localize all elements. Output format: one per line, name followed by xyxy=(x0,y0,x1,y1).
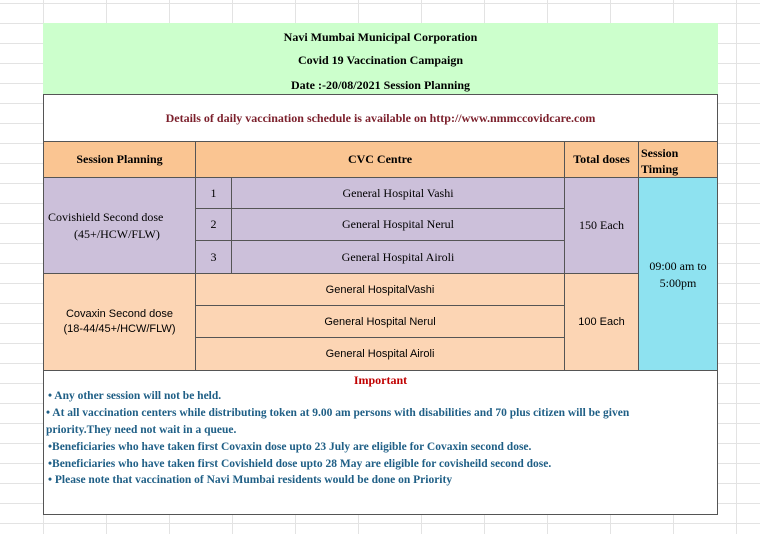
timing-end: 5:00pm xyxy=(659,276,697,290)
date-line: Date :-20/08/2021 Session Planning xyxy=(290,78,470,92)
column-header-session: Session Planning xyxy=(44,141,196,178)
covishield-row-centre: General Hospital Nerul xyxy=(232,209,565,241)
note-item: • Please note that vaccination of Navi Mumbai residents would be done on Priority xyxy=(48,474,453,486)
covishield-doses: 150 Each xyxy=(565,178,639,274)
covishield-row-no: 3 xyxy=(196,241,232,274)
timing-start: 09:00 am to xyxy=(649,259,707,273)
covishield-session xyxy=(44,178,196,274)
note-item: •Beneficiaries who have taken first Covaxin dose upto 23 July are eligible for Covaxin second dose. xyxy=(48,441,532,453)
covaxin-doses: 100 Each xyxy=(565,274,639,371)
covaxin-row-centre: General Hospital Nerul xyxy=(196,306,565,338)
covaxin-row-centre: General Hospital Airoli xyxy=(196,338,565,371)
covaxin-label: Covaxin Second dose xyxy=(65,308,173,320)
note-item: • Any other session will not be held. xyxy=(48,390,222,402)
covaxin-row-centre: General HospitalVashi xyxy=(196,274,565,306)
important-title: Important xyxy=(353,373,408,387)
org-title: Navi Mumbai Municipal Corporation xyxy=(283,30,478,44)
covishield-row-no: 2 xyxy=(196,209,232,241)
covishield-label: Covishield Second dose xyxy=(48,210,164,224)
note-item: • At all vaccination centers while distributing token at 9.00 am persons with disabilities and 70 plus citizen will be given xyxy=(46,407,630,419)
session-timing xyxy=(639,178,717,371)
covishield-row-no: 1 xyxy=(196,178,232,209)
covishield-groups: (45+/HCW/FLW) xyxy=(74,227,160,241)
note-item: priority.They need not wait in a queue. xyxy=(46,424,237,436)
schedule-info: Details of daily vaccination schedule is available on http://www.nmmccovidcare.com xyxy=(165,110,596,125)
campaign-title: Covid 19 Vaccination Campaign xyxy=(297,53,464,67)
title-block xyxy=(43,23,718,95)
covaxin-session xyxy=(44,274,196,371)
covishield-row-centre: General Hospital Vashi xyxy=(232,178,565,209)
column-header-doses: Total doses xyxy=(565,141,639,178)
column-header-timing: Session Timing xyxy=(639,141,717,178)
covaxin-groups: (18-44/45+/HCW/FLW) xyxy=(63,323,176,335)
note-item: •Beneficiaries who have taken first Covishield dose upto 28 May are eligible for covisheild second dose. xyxy=(48,458,552,470)
column-header-centre: CVC Centre xyxy=(196,141,565,178)
covishield-row-centre: General Hospital Airoli xyxy=(232,241,565,274)
